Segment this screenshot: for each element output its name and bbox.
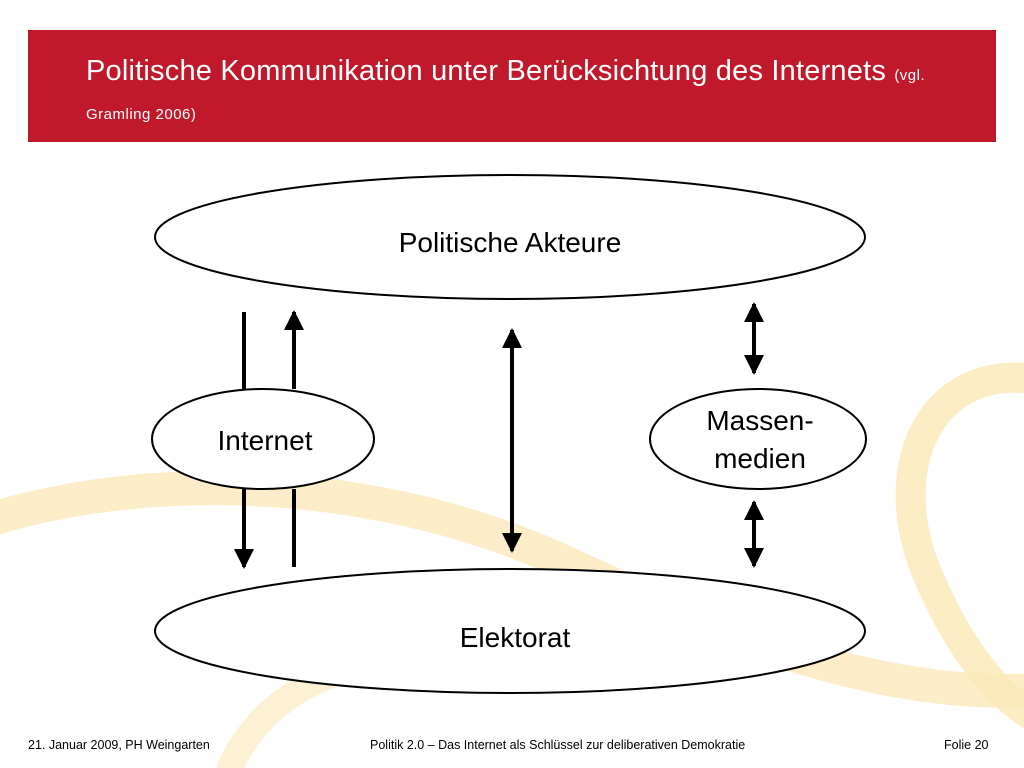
massmedia-label-line2: medien [714, 443, 806, 474]
massmedia-label-line1: Massen- [706, 405, 814, 436]
footer-date-location: 21. Januar 2009, PH Weingarten [28, 738, 210, 752]
massmedia-label [680, 402, 840, 478]
title-main: Politische Kommunikation unter Berücksichtung des Internets [86, 55, 887, 87]
actors-label: Politische Akteure [398, 227, 622, 258]
electorate-label: Elektorat [459, 622, 571, 653]
internet-label: Internet [217, 425, 313, 456]
title-source: (vgl. Gramling 2006) [86, 67, 926, 123]
footer-slide-number: Folie 20 [944, 738, 989, 752]
footer-presentation-title: Politik 2.0 – Das Internet als Schlüssel zur deliberativen Demokratie [370, 738, 746, 752]
